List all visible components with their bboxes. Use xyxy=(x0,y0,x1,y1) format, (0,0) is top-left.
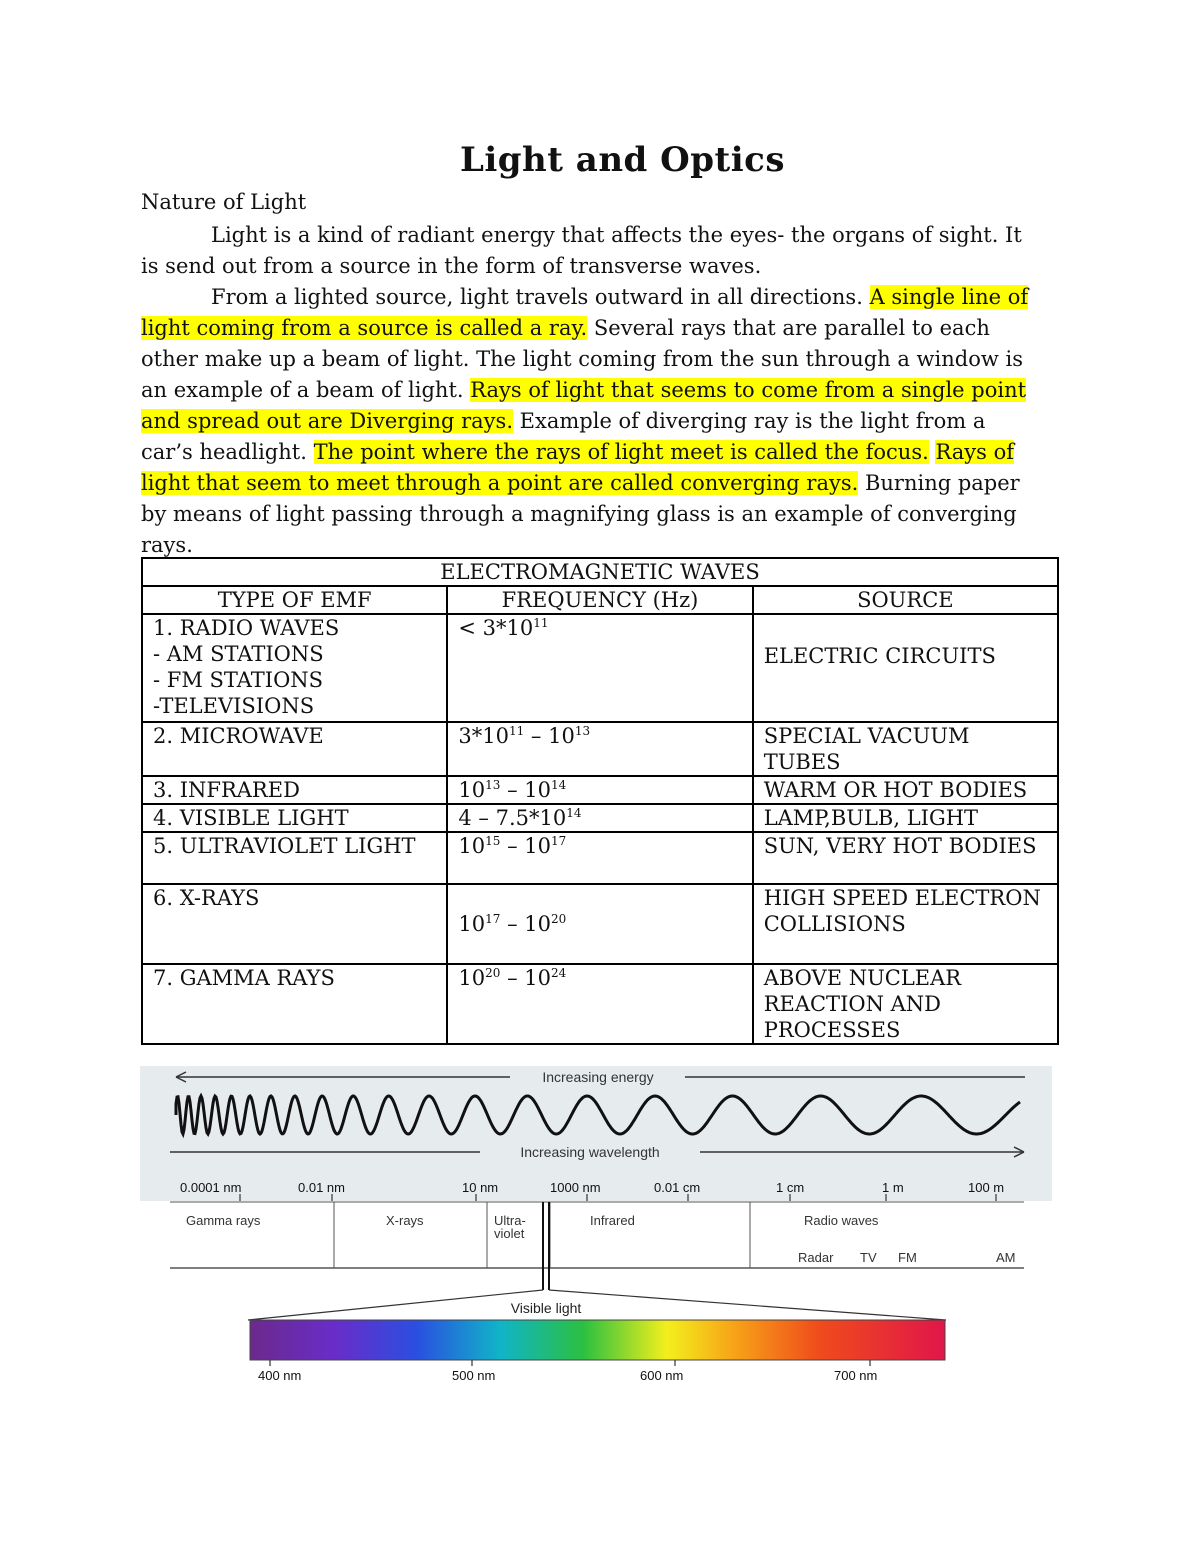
wavelength-label: Increasing wavelength xyxy=(520,1144,660,1160)
scale-label: 0.01 cm xyxy=(654,1180,701,1195)
freq-exp: 11 xyxy=(508,724,525,738)
freq-exp: 14 xyxy=(550,778,567,792)
freq-exp: 17 xyxy=(550,834,567,848)
radio-radar: Radar xyxy=(798,1250,834,1265)
radio-tv: TV xyxy=(860,1250,877,1265)
freq-exp: 17 xyxy=(485,912,501,926)
frequency-cell xyxy=(447,804,752,832)
freq-base: 4 – 7.5*10 xyxy=(458,806,567,830)
visible-scale: 500 nm xyxy=(452,1368,496,1383)
sentence: From a lighted source, light travels outward in all directions. xyxy=(211,285,870,309)
visible-scale: 700 nm xyxy=(834,1368,878,1383)
scale-label: 0.0001 nm xyxy=(180,1180,242,1195)
frequency-cell xyxy=(447,722,752,776)
frequency-cell xyxy=(447,884,752,964)
freq-exp: 13 xyxy=(574,724,591,738)
paragraph-1 xyxy=(141,220,1041,282)
frequency-cell xyxy=(447,832,752,884)
scale-label: 100 m xyxy=(968,1180,1005,1195)
em-spectrum-diagram xyxy=(140,1066,1052,1396)
frequency-cell xyxy=(447,776,752,804)
frequency-cell xyxy=(447,614,752,722)
type-sub: -TELEVISIONS xyxy=(153,694,315,718)
table-row xyxy=(142,614,1058,722)
source-cell: ELECTRIC CIRCUITS xyxy=(753,614,1058,722)
source-cell: SUN, VERY HOT BODIES xyxy=(753,832,1058,884)
freq-sep: – 10 xyxy=(500,966,551,990)
type-cell: 4. VISIBLE LIGHT xyxy=(142,804,447,832)
source-cell: WARM OR HOT BODIES xyxy=(753,776,1058,804)
freq-exp: 15 xyxy=(485,834,501,848)
sentence: Burning paper by means of light passing through a magnifying glass is an example of converging rays. xyxy=(141,471,1020,557)
energy-label: Increasing energy xyxy=(542,1069,654,1085)
table-row xyxy=(142,884,1058,964)
header-type: TYPE OF EMF xyxy=(142,586,447,614)
source-cell: LAMP,BULB, LIGHT xyxy=(753,804,1058,832)
type-sub: - AM STATIONS xyxy=(153,642,324,666)
freq-exp: 11 xyxy=(533,616,549,630)
highlight-focus: The point where the rays of light meet is called the focus. xyxy=(313,440,929,464)
visible-label: Visible light xyxy=(510,1300,582,1316)
scale-label: 1 m xyxy=(882,1180,904,1195)
sentence: Several rays that are parallel to each other make up a beam of light. The light coming from the sun through a window is an example of a beam of light. xyxy=(141,316,1023,402)
zoom-lines xyxy=(248,1290,946,1320)
visible-scale: 400 nm xyxy=(258,1368,302,1383)
visible-scale: 600 nm xyxy=(640,1368,684,1383)
freq-exp: 20 xyxy=(485,966,501,980)
paragraph-1-text: Light is a kind of radiant energy that affects the eyes- the organs of sight. It is send out from a source in the form of transverse waves. xyxy=(141,223,1022,278)
freq-exp: 14 xyxy=(566,806,582,820)
radio-am: AM xyxy=(996,1250,1016,1265)
freq-base: 10 xyxy=(458,778,486,802)
type-sub: - FM STATIONS xyxy=(153,668,324,692)
paragraph-2 xyxy=(141,282,1041,561)
freq-base: 10 xyxy=(458,912,486,936)
type-cell: 1. RADIO WAVES xyxy=(153,616,340,640)
header-frequency: FREQUENCY (Hz) xyxy=(447,586,752,614)
freq-base: < 3*10 xyxy=(458,616,534,640)
sentence: Example of diverging ray is the light from a car’s headlight. xyxy=(141,409,986,464)
band-radio: Radio waves xyxy=(804,1213,879,1228)
page-title: Light and Optics xyxy=(459,140,786,180)
highlight-converging: Rays of light that seem to meet through a point are called converging rays. xyxy=(141,440,1015,495)
highlight-ray: A single line of light coming from a source is called a ray. xyxy=(141,285,1029,340)
visible-spectrum-bar xyxy=(250,1320,945,1360)
freq-exp: 24 xyxy=(550,966,567,980)
table-row xyxy=(142,804,1058,832)
table-row xyxy=(142,832,1058,884)
freq-exp: 13 xyxy=(485,778,501,792)
body-text xyxy=(141,220,1041,561)
freq-sep: – 10 xyxy=(500,834,551,858)
band-gamma: Gamma rays xyxy=(186,1213,261,1228)
scale-label: 1 cm xyxy=(776,1180,805,1195)
source-cell: ABOVE NUCLEAR REACTION AND PROCESSES xyxy=(753,964,1058,1044)
section-heading: Nature of Light xyxy=(141,190,307,214)
band-ultraviolet-2: violet xyxy=(494,1226,525,1241)
table-row xyxy=(142,964,1058,1044)
frequency-cell xyxy=(447,964,752,1044)
freq-sep: – 10 xyxy=(500,912,551,936)
header-source: SOURCE xyxy=(753,586,1058,614)
scale-label: 10 nm xyxy=(462,1180,499,1195)
freq-base: 3*10 xyxy=(458,724,509,748)
em-waves-table xyxy=(141,557,1059,1045)
freq-sep: – 10 xyxy=(500,778,551,802)
band-xrays: X-rays xyxy=(386,1213,424,1228)
freq-sep: – 10 xyxy=(524,724,575,748)
radio-fm: FM xyxy=(898,1250,917,1265)
freq-base: 10 xyxy=(458,966,486,990)
source-cell: HIGH SPEED ELECTRON COLLISIONS xyxy=(753,884,1058,964)
table-row xyxy=(142,776,1058,804)
type-cell: 7. GAMMA RAYS xyxy=(142,964,447,1044)
source-cell: SPECIAL VACUUM TUBES xyxy=(753,722,1058,776)
scale-label: 1000 nm xyxy=(550,1180,601,1195)
highlight-diverging: Rays of light that seems to come from a single point and spread out are Diverging rays. xyxy=(141,378,1027,433)
table-row xyxy=(142,722,1058,776)
type-cell: 3. INFRARED xyxy=(142,776,447,804)
band-infrared: Infrared xyxy=(590,1213,635,1228)
scale-label: 0.01 nm xyxy=(298,1180,345,1195)
freq-base: 10 xyxy=(458,834,486,858)
type-cell: 2. MICROWAVE xyxy=(142,722,447,776)
type-cell: 5. ULTRAVIOLET LIGHT xyxy=(142,832,447,884)
freq-exp: 20 xyxy=(550,912,567,926)
type-cell: 6. X-RAYS xyxy=(142,884,447,964)
table-caption: ELECTROMAGNETIC WAVES xyxy=(142,558,1058,586)
band-ultraviolet: Ultra- xyxy=(494,1213,526,1228)
